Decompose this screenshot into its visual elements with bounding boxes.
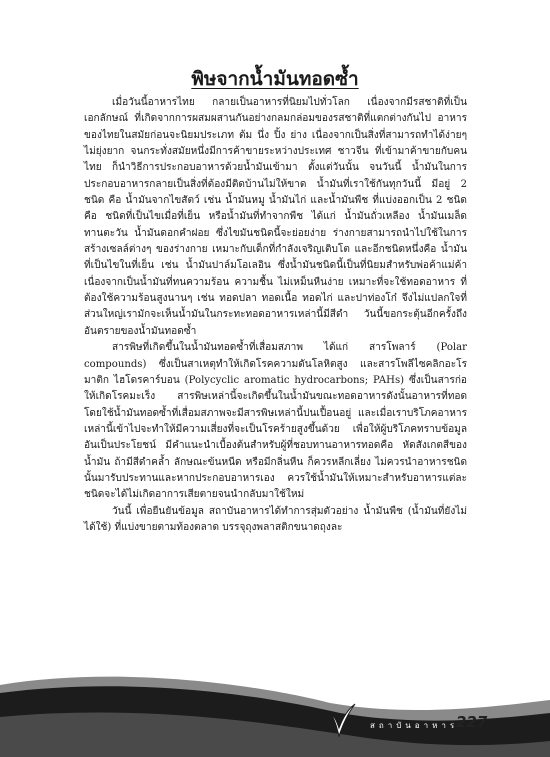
page-number: 227	[456, 713, 488, 731]
page-title: พิษจากน้ำมันทอดซ้ำ	[191, 68, 359, 90]
footer-band	[0, 655, 550, 757]
footer-label: สถาบันอาหาร	[370, 721, 459, 730]
body-text	[84, 95, 467, 536]
paragraph-intro: เมื่อวันนี้อาหารไทย กลายเป็นอาหารที่นิยมไปทั่วโลก เนื่องจากมีรสชาติที่เป็นเอกลักษณ์ ที่เกิดจากการผสมผสานกันอย่างกลมกล่อมของรสชาติที่แตกต่างกันไป อาหารของไทยในสมัยก่อนจะนิยมประเภท ต้ม นึ่ง ปิ้ง ย่าง เนื่องจากเป็นสิ่งที่สามารถทำได้ง่ายๆ ไม่ยุ่งยาก จนกระทั่งสมัยหนึ่งมีการค้าขายระหว่างประเทศ ชาวจีน ที่เข้ามาค้าขายกับคนไทย ก็นำวิธีการประกอบอาหารด้วยน้ำมันเข้ามา ตั้งแต่วันนั้น จนวันนี้ น้ำมันในการประกอบอาหารกลายเป็นสิ่งที่ต้องมีติดบ้านไม่ให้ขาด น้ำมันที่เราใช้กันทุกวันนี้ มีอยู่ 2 ชนิด คือ น้ำมันจากไขสัตว์ เช่น น้ำมันหมู น้ำมันไก่ และน้ำมันพืช ที่แบ่งออกเป็น 2 ชนิด คือ ชนิดที่เป็นไขเมื่อที่เย็น หรือน้ำมันที่ทำจากพืช ได้แก่ น้ำมันถั่วเหลือง น้ำมันเมล็ดทานตะวัน น้ำมันดอกคำฝอย ซึ่งไขมันชนิดนี้จะย่อยง่าย ร่างกายสามารถนำไปใช้ในการสร้างเซลล์ต่างๆ ของร่างกาย เหมาะกับเด็กที่กำลังเจริญเติบโต และอีกชนิดหนึ่งคือ น้ำมันที่เป็นไขในที่เย็น เช่น น้ำมันปาล์มโอเลอิน ซึ่งน้ำมันชนิดนี้เป็นที่นิยมสำหรับพ่อค้าแม่ค้า เนื่องจากเป็นน้ำมันที่ทนความร้อน ความชื้น ไม่เหม็นหืนง่าย เหมาะที่จะใช้ทอดอาหาร ที่ต้องใช้ความร้อนสูงนานๆ เช่น ทอดปลา ทอดเนื้อ ทอดไก่ และปาท่องโก๋ จึงไม่แปลกใจที่ส่วนใหญ่เรามักจะเห็นน้ำมันในกระทะทอดอาหารเหล่านี้มีสีดำ วันนี้ขอกระตุ้นอีกครั้งถึงอันตรายของน้ำมันทอดซ้ำ	[84, 97, 467, 337]
leaf-check-logo-icon	[327, 700, 357, 740]
paragraph-sampling: วันนี้ เพื่อยืนยันข้อมูล สถาบันอาหารได้ทำการสุ่มตัวอย่าง น้ำมันพืช (น้ำมันที่ยังไม่ได้ใช้) ที่แบ่งขายตามท้องตลาด บรรจุถุงพลาสติกขนาดถุงละ	[84, 505, 467, 533]
paragraph-toxins: สารพิษที่เกิดขึ้นในน้ำมันทอดซ้ำที่เสื่อมสภาพ ได้แก่ สารโพลาร์ (Polar compounds) ซึ่งเป็นสาเหตุทำให้เกิดโรคความดันโลหิตสูง และสารโพลีไซคลิกอะโรมาติก ไฮโดรคาร์บอน (Polycyclic aromatic hydrocarbons; PAHs) ซึ่งเป็นสารก่อให้เกิดโรคมะเร็ง สารพิษเหล่านี้จะเกิดขึ้นในน้ำมันขณะทอดอาหารดังนั้นอาหารที่ทอด โดยใช้น้ำมันทอดซ้ำที่เสื่อมสภาพจะมีสารพิษเหล่านี้ปนเปื้อนอยู่ และเมื่อเราบริโภคอาหารเหล่านี้เข้าไปจะทำให้มีความเสี่ยงที่จะเป็นโรคร้ายสูงขึ้นด้วย เพื่อให้ผู้บริโภคทราบข้อมูลอันเป็นประโยชน์ มีคำแนะนำเบื้องต้นสำหรับผู้ที่ชอบทานอาหารทอดคือ หัดสังเกตสีของน้ำมัน ถ้ามีสีดำคล้ำ ลักษณะข้นหนืด หรือมีกลิ่นหืน ก็ควรหลีกเลี่ยง ไม่ควรนำอาหารชนิดนั้นมารับประทานและหากประกอบอาหารเอง ควรใช้น้ำมันให้เหมาะสำหรับอาหารแต่ละชนิดจะได้ไม่เกิดอาการเสียตายจนนำกลับมาใช้ใหม่	[84, 342, 467, 501]
